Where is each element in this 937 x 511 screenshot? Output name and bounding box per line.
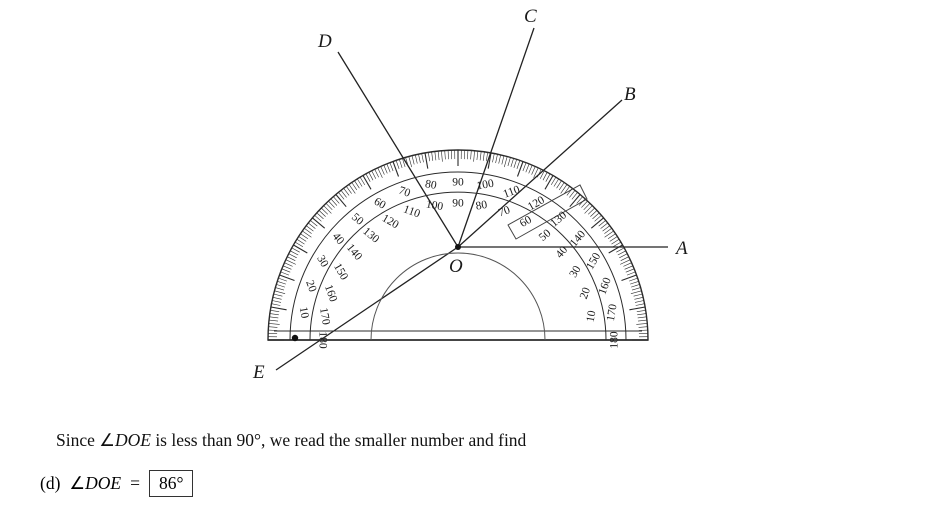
outer-scale-number: 170 <box>604 303 620 323</box>
angle-symbol: ∠ <box>99 430 115 450</box>
answer-row <box>40 470 193 497</box>
outer-scale-number: 120 <box>525 194 547 214</box>
inner-scale-number: 100 <box>424 198 444 214</box>
outer-scale-number: 20 <box>303 278 319 294</box>
outer-scale-number: 110 <box>501 183 522 201</box>
answer-angle-symbol: ∠ <box>69 473 86 494</box>
point-label-E: E <box>253 362 265 383</box>
outer-scale-number: 40 <box>329 230 347 248</box>
equals-sign: = <box>130 473 140 494</box>
outer-scale-number: 150 <box>584 250 604 272</box>
outer-scale-number: 70 <box>396 184 412 200</box>
inner-scale-number: 90 <box>452 197 464 210</box>
point-label-D: D <box>318 31 332 52</box>
inner-scale-number: 50 <box>536 227 554 244</box>
outer-scale-number: 180 <box>608 331 621 349</box>
outer-scale-number: 50 <box>349 211 366 228</box>
sentence-after: is less than 90°, we read the smaller number and find <box>150 430 527 450</box>
inner-scale-number: 170 <box>317 306 332 326</box>
explanation-sentence <box>56 430 526 451</box>
inner-scale-number: 160 <box>321 283 340 304</box>
part-label: (d) <box>40 473 61 494</box>
inner-scale-number: 150 <box>331 261 351 283</box>
outer-scale-number: 30 <box>314 253 331 270</box>
inner-scale-number: 110 <box>401 203 422 221</box>
inner-scale-number: 70 <box>496 204 512 220</box>
inner-scale-number: 130 <box>360 225 382 246</box>
inner-scale-number: 40 <box>553 244 571 261</box>
inner-scale-number: 80 <box>474 198 489 213</box>
inner-scale-number: 120 <box>379 212 401 232</box>
point-label-C: C <box>524 6 537 27</box>
answer-value-box[interactable]: 86° <box>149 470 194 497</box>
answer-expression <box>69 473 121 494</box>
inner-scale-number: 180 <box>316 331 329 349</box>
outer-scale-number: 100 <box>475 177 495 193</box>
point-label-A: A <box>676 238 688 259</box>
angle-name: DOE <box>114 430 151 450</box>
inner-scale-number: 60 <box>517 213 534 230</box>
sentence-before: Since <box>56 430 100 450</box>
point-label-B: B <box>624 84 636 105</box>
inner-scale-number: 30 <box>567 263 584 280</box>
inner-scale-number: 20 <box>577 285 594 301</box>
point-label-O: O <box>449 256 463 277</box>
outer-scale-number: 80 <box>424 178 438 192</box>
inner-scale-number: 10 <box>584 309 599 324</box>
inner-scale-number: 140 <box>343 241 365 263</box>
answer-angle-name: DOE <box>85 473 122 494</box>
outer-scale-number: 60 <box>371 195 388 212</box>
outer-scale-number: 160 <box>596 276 614 297</box>
outer-scale-number: 130 <box>548 209 570 230</box>
outer-scale-number: 10 <box>296 305 311 320</box>
outer-scale-number: 140 <box>567 228 589 250</box>
outer-scale-number: 90 <box>452 176 464 189</box>
